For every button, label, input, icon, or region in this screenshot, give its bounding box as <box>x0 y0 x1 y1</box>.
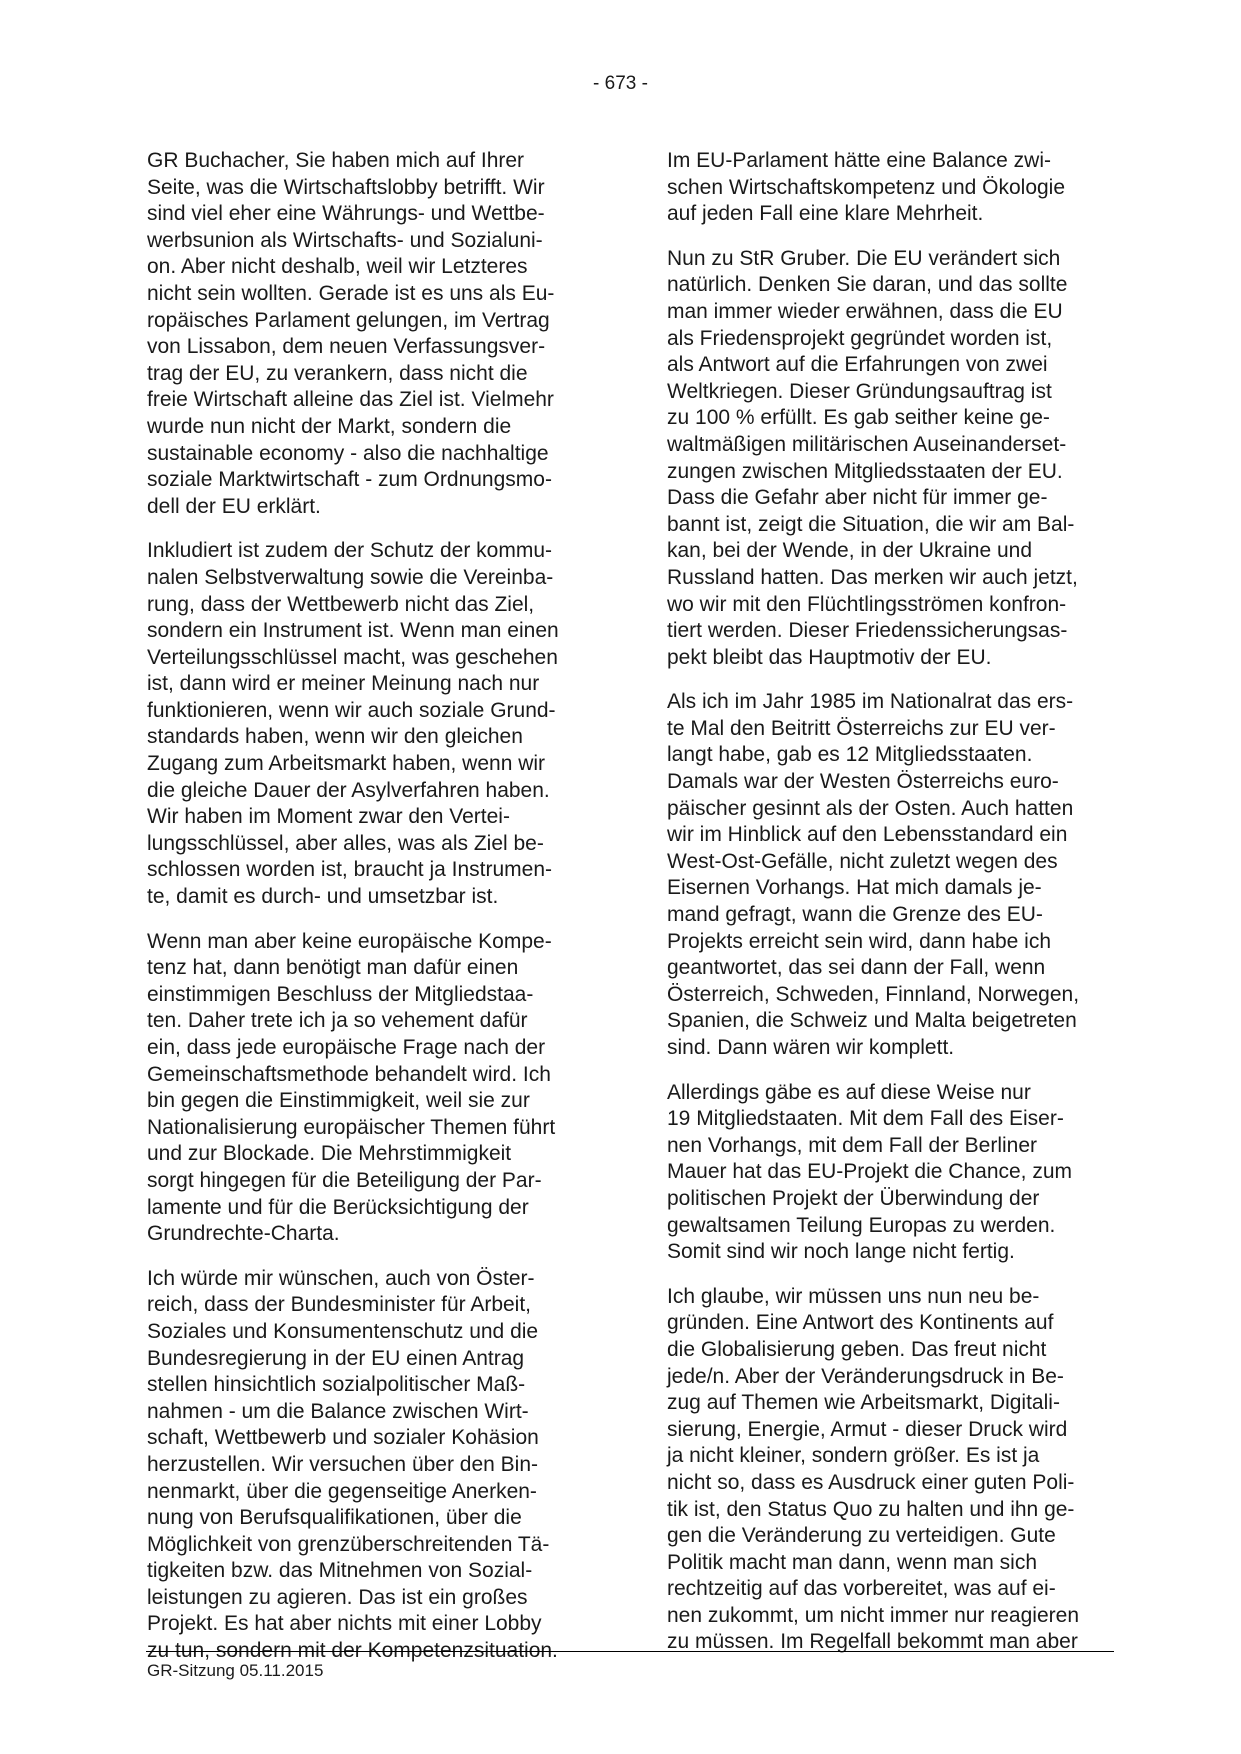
text-line: sierung, Energie, Armut - dieser Druck wird <box>667 1417 1068 1441</box>
text-line: jede/n. Aber der Veränderungsdruck in Be- <box>667 1364 1064 1388</box>
right-column <box>667 148 1122 1674</box>
text-line: als Friedensprojekt gegründet worden ist, <box>667 326 1053 350</box>
text-line: ropäisches Parlament gelungen, im Vertrag <box>147 308 550 332</box>
text-line: bannt ist, zeigt die Situation, die wir am Bal- <box>667 512 1075 536</box>
text-line: auf jeden Fall eine klare Mehrheit. <box>667 202 984 226</box>
text-line: zu tun, sondern mit der Kompetenzsituation. <box>147 1639 558 1663</box>
text-line: rechtzeitig auf das vorbereitet, was auf ei- <box>667 1577 1056 1601</box>
text-line: Inkludiert ist zudem der Schutz der kommu- <box>147 539 552 563</box>
text-line: nenmarkt, über die gegenseitige Anerken- <box>147 1479 537 1503</box>
paragraph <box>667 246 1122 672</box>
text-line: herzustellen. Wir versuchen über den Bin- <box>147 1452 539 1476</box>
text-line: Ich glaube, wir müssen uns nun neu be- <box>667 1284 1040 1308</box>
text-line: von Lissabon, dem neuen Verfassungsver- <box>147 335 546 359</box>
text-line: tiert werden. Dieser Friedenssicherungsas- <box>667 619 1068 643</box>
text-line: gewaltsamen Teilung Europas zu werden. <box>667 1213 1056 1237</box>
footer-session-date: GR-Sitzung 05.11.2015 <box>147 1661 324 1680</box>
text-line: lamente und für die Berücksichtigung der <box>147 1195 529 1219</box>
text-line: Seite, was die Wirtschaftslobby betrifft. Wir <box>147 175 545 199</box>
paragraph <box>667 1080 1122 1266</box>
text-line: tenz hat, dann benötigt man dafür einen <box>147 956 519 980</box>
text-line: Gemeinschaftsmethode behandelt wird. Ich <box>147 1062 551 1086</box>
text-line: Soziales und Konsumentenschutz und die <box>147 1319 539 1343</box>
paragraph <box>147 148 602 520</box>
text-line: ten. Daher trete ich ja so vehement dafür <box>147 1009 528 1033</box>
text-line: Österreich, Schweden, Finnland, Norwegen, <box>667 982 1080 1006</box>
text-line: Wir haben im Moment zwar den Vertei- <box>147 805 510 829</box>
text-line: sind. Dann wären wir komplett. <box>667 1036 955 1059</box>
text-line: einstimmigen Beschluss der Mitgliedstaa- <box>147 982 534 1006</box>
text-line: Verteilungsschlüssel macht, was geschehen <box>147 645 558 669</box>
text-line: sondern ein Instrument ist. Wenn man einen <box>147 619 559 643</box>
paragraph <box>147 929 602 1248</box>
text-line: langt habe, gab es 12 Mitgliedsstaaten. <box>667 743 1033 767</box>
text-line: geantwortet, das sei dann der Fall, wenn <box>667 956 1046 980</box>
text-line: Als ich im Jahr 1985 im Nationalrat das ers- <box>667 690 1074 714</box>
text-line: Im EU-Parlament hätte eine Balance zwi- <box>667 149 1051 172</box>
text-line: Zugang zum Arbeitsmarkt haben, wenn wir <box>147 752 546 776</box>
text-line: te, damit es durch- und umsetzbar ist. <box>147 885 499 909</box>
text-line: Bundesregierung in der EU einen Antrag <box>147 1346 525 1370</box>
text-line: Eisernen Vorhangs. Hat mich damals je- <box>667 876 1042 900</box>
paragraph <box>667 1284 1122 1656</box>
text-line: schen Wirtschaftskompetenz und Ökologie <box>667 175 1066 199</box>
text-line: und zur Blockade. Die Mehrstimmigkeit <box>147 1142 512 1166</box>
text-line: nen zukommt, um nicht immer nur reagieren <box>667 1603 1079 1627</box>
text-line: zungen zwischen Mitgliedsstaaten der EU. <box>667 459 1063 483</box>
text-line: 19 Mitgliedstaaten. Mit dem Fall des Eiser- <box>667 1107 1064 1131</box>
text-line: Dass die Gefahr aber nicht für immer ge- <box>667 486 1048 510</box>
text-line: Nationalisierung europäischer Themen führt <box>147 1115 556 1139</box>
text-line: Projekts erreicht sein wird, dann habe ich <box>667 929 1052 953</box>
footer-divider <box>146 1651 1114 1652</box>
paragraph <box>147 538 602 910</box>
text-line: wurde nun nicht der Markt, sondern die <box>147 414 512 438</box>
paragraph <box>667 148 1122 228</box>
text-line: standards haben, wenn wir den gleichen <box>147 725 523 749</box>
text-line: Projekt. Es hat aber nichts mit einer Lobby <box>147 1612 542 1636</box>
text-line: zu 100 % erfüllt. Es gab seither keine ge- <box>667 406 1050 430</box>
text-line: politischen Projekt der Überwindung der <box>667 1186 1040 1210</box>
text-line: nen Vorhangs, mit dem Fall der Berliner <box>667 1133 1038 1157</box>
text-line: mand gefragt, wann die Grenze des EU- <box>667 903 1043 927</box>
text-line: Ich würde mir wünschen, auch von Öster- <box>147 1266 535 1290</box>
text-line: pekt bleibt das Hauptmotiv der EU. <box>667 645 992 669</box>
text-line: soziale Marktwirtschaft - zum Ordnungsmo- <box>147 468 552 492</box>
text-line: Spanien, die Schweiz und Malta beigetreten <box>667 1009 1077 1033</box>
text-line: Mauer hat das EU-Projekt die Chance, zum <box>667 1160 1073 1184</box>
text-line: Wenn man aber keine europäische Kompe- <box>147 929 552 953</box>
text-line: on. Aber nicht deshalb, weil wir Letzteres <box>147 255 528 279</box>
text-line: nicht sein wollten. Gerade ist es uns als Eu- <box>147 281 555 305</box>
text-line: leistungen zu agieren. Das ist ein großes <box>147 1585 528 1609</box>
text-line: gründen. Eine Antwort des Kontinents auf <box>667 1311 1054 1335</box>
text-line: päischer gesinnt als der Osten. Auch hatten <box>667 796 1074 820</box>
text-line: sind viel eher eine Währungs- und Wettbe- <box>147 202 545 226</box>
text-line: wir im Hinblick auf den Lebensstandard ein <box>667 823 1068 847</box>
text-line: zu müssen. Im Regelfall bekommt man aber <box>667 1630 1078 1654</box>
text-line: GR Buchacher, Sie haben mich auf Ihrer <box>147 149 525 172</box>
text-line: rung, dass der Wettbewerb nicht das Ziel, <box>147 592 535 616</box>
text-line: Allerdings gäbe es auf diese Weise nur <box>667 1080 1031 1104</box>
text-line: lungsschlüssel, aber alles, was als Ziel be- <box>147 831 544 855</box>
text-line: ein, dass jede europäische Frage nach der <box>147 1036 546 1059</box>
paragraph <box>667 689 1122 1061</box>
text-line: West-Ost-Gefälle, nicht zuletzt wegen des <box>667 849 1058 873</box>
text-line: nicht so, dass es Ausdruck einer guten Poli- <box>667 1470 1075 1494</box>
text-line: tik ist, den Status Quo zu halten und ihn ge- <box>667 1497 1075 1521</box>
text-line: Damals war der Westen Österreichs euro- <box>667 770 1059 794</box>
text-line: ja nicht kleiner, sondern größer. Es ist ja <box>667 1444 1040 1468</box>
text-line: dell der EU erklärt. <box>147 494 321 518</box>
paragraph <box>147 1266 602 1665</box>
text-line: stellen hinsichtlich sozialpolitischer Maß- <box>147 1373 526 1397</box>
text-line: Politik macht man dann, wenn man sich <box>667 1550 1038 1574</box>
text-line: schlossen worden ist, braucht ja Instrumen- <box>147 858 553 882</box>
text-line: tigkeiten bzw. das Mitnehmen von Sozial- <box>147 1559 533 1583</box>
text-line: nung von Berufsqualifikationen, über die <box>147 1506 522 1530</box>
text-line: trag der EU, zu verankern, dass nicht die <box>147 361 528 385</box>
page-number: - 673 - <box>593 73 648 94</box>
text-line: bin gegen die Einstimmigkeit, weil sie zur <box>147 1089 530 1113</box>
text-line: freie Wirtschaft alleine das Ziel ist. Vielmehr <box>147 388 554 412</box>
text-line: kan, bei der Wende, in der Ukraine und <box>667 539 1032 563</box>
text-line: sorgt hingegen für die Beteiligung der Par- <box>147 1168 542 1192</box>
text-line: natürlich. Denken Sie daran, und das sollte <box>667 273 1068 297</box>
text-line: werbsunion als Wirtschafts- und Sozialuni- <box>147 228 543 252</box>
left-column <box>147 148 602 1683</box>
text-line: Grundrechte-Charta. <box>147 1222 340 1246</box>
text-line: wo wir mit den Flüchtlingsströmen konfron- <box>667 592 1067 616</box>
text-line: funktionieren, wenn wir auch soziale Grund- <box>147 698 556 722</box>
text-line: zug auf Themen wie Arbeitsmarkt, Digitali- <box>667 1391 1060 1415</box>
text-line: gen die Veränderung zu verteidigen. Gute <box>667 1524 1056 1548</box>
text-line: schaft, Wettbewerb und sozialer Kohäsion <box>147 1426 539 1450</box>
text-line: Somit sind wir noch lange nicht fertig. <box>667 1240 1015 1264</box>
text-line: reich, dass der Bundesminister für Arbeit, <box>147 1293 532 1317</box>
text-line: als Antwort auf die Erfahrungen von zwei <box>667 353 1048 377</box>
text-line: man immer wieder erwähnen, dass die EU <box>667 299 1063 323</box>
text-line: die gleiche Dauer der Asylverfahren haben. <box>147 778 550 802</box>
text-line: waltmäßigen militärischen Auseinanderset- <box>667 432 1067 456</box>
text-line: Nun zu StR Gruber. Die EU verändert sich <box>667 246 1061 270</box>
text-line: te Mal den Beitritt Österreichs zur EU ver- <box>667 716 1056 740</box>
text-line: sustainable economy - also die nachhaltige <box>147 441 549 465</box>
text-line: nahmen - um die Balance zwischen Wirt- <box>147 1399 529 1423</box>
text-line: ist, dann wird er meiner Meinung nach nur <box>147 672 540 696</box>
text-line: Russland hatten. Das merken wir auch jetzt, <box>667 565 1078 589</box>
text-line: die Globalisierung geben. Das freut nicht <box>667 1337 1047 1361</box>
text-line: Möglichkeit von grenzüberschreitenden Tä- <box>147 1532 550 1556</box>
text-line: Weltkriegen. Dieser Gründungsauftrag ist <box>667 379 1052 403</box>
text-line: nalen Selbstverwaltung sowie die Vereinba- <box>147 565 554 589</box>
